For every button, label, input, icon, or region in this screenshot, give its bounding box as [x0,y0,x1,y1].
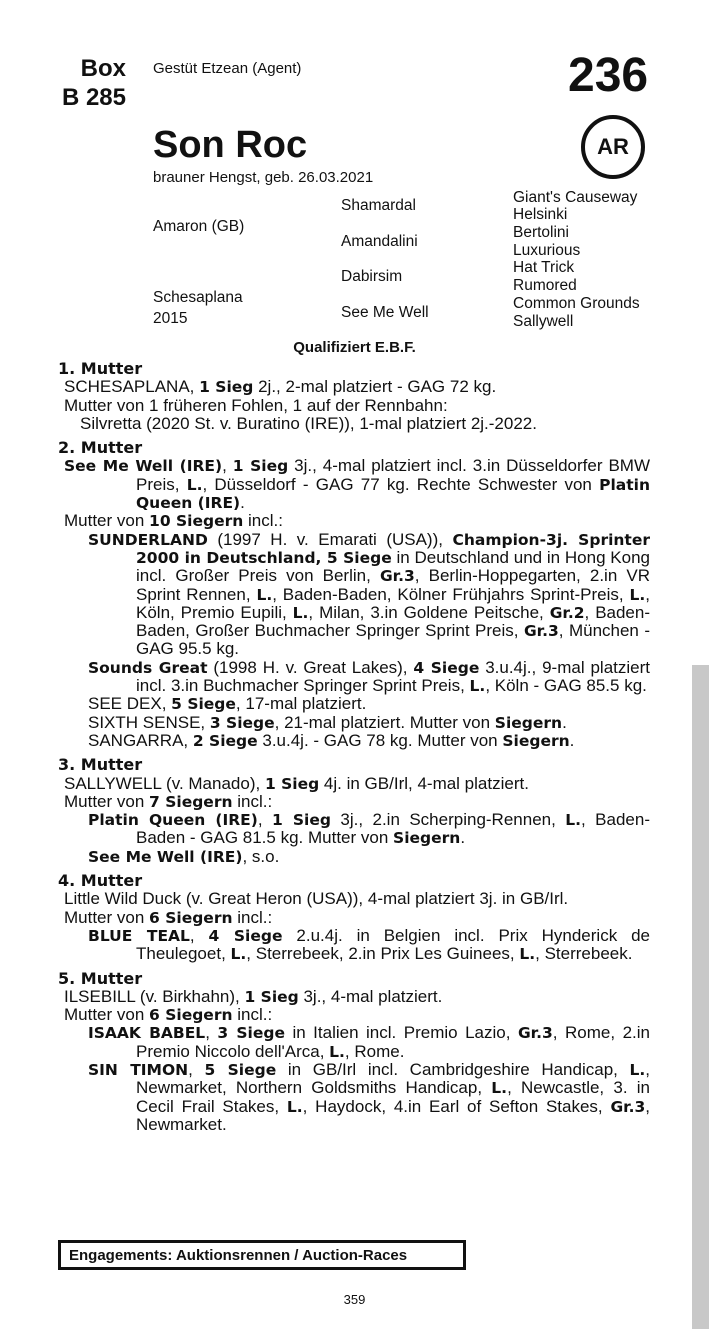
produce-item: See Me Well (IRE), s.o. [88,846,280,866]
pedigree-dam-year: 2015 [153,310,188,327]
produce-summary: Mutter von 7 Siegern incl.: [64,791,273,811]
section-heading: 4. Mutter [58,871,143,891]
produce-item: SIN TIMON, 5 Siege in GB/Irl incl. Cambridgeshire Handicap, L., Newmarket, Northern Goldsmiths Handicap, L., Newcastle, 3. in Cecil Frail Stakes, L., Haydock, 4.in Earl of Sefton Stakes, Gr.3, Newmarket. [88,1059,651,1134]
page-number: 359 [343,1292,366,1307]
produce-item: ISAAK BABEL, 3 Siege in Italien incl. Premio Lazio, Gr.3, Rome, 2.in Premio Niccolo dell'Arca, L., Rome. [88,1023,650,1061]
pedigree-great-grandparent: Sallywell [513,313,574,330]
pedigree-grandparent: See Me Well [341,304,429,321]
dam-record: SALLYWELL (v. Manado), 1 Sieg 4j. in GB/Irl, 4-mal platziert. [64,773,529,793]
dam-line-content [58,360,650,1134]
produce-item: SUNDERLAND (1997 H. v. Emarati (USA)), Champion-3j. Sprinter 2000 in Deutschland, 5 Siege in Deutschland und in Hong Kong incl. Großer Preis von Berlin, Gr.3, Berlin-Hoppegarten, 2.in VR Sprint Rennen, L., Baden-Baden, Kölner Frühjahrs Sprint-Preis, L., Köln, Premio Eupili, L., Milan, 3.in Goldene Peitsche, Gr.2, Baden-Baden, Großer Buchmacher Springer Sprint Preis, Gr.3, München - GAG 95.5 kg. [88,529,651,659]
dam-record: See Me Well (IRE), 1 Sieg 3j., 4-mal platziert incl. 3.in Düsseldorfer BMW Preis, L., Düsseldorf - GAG 77 kg. Rechte Schwester von Platin Queen (IRE). [64,456,650,513]
ar-badge [581,115,645,179]
ar-badge-label: AR [597,134,629,159]
section-heading: 3. Mutter [58,755,143,775]
pedigree-great-grandparent: Bertolini [513,224,569,241]
produce-item: SANGARRA, 2 Siege 3.u.4j. - GAG 78 kg. Mutter von Siegern. [88,730,575,750]
seller-name: Gestüt Etzean (Agent) [153,60,302,77]
produce-summary: Mutter von 6 Siegern incl.: [64,1005,273,1025]
box-number: B 285 [61,84,126,111]
scrollbar[interactable] [692,665,709,1329]
engagements-label: Engagements: Auktionsrennen / Auction-Races [69,1246,408,1264]
pedigree-great-grandparent: Giant's Causeway [513,189,638,206]
section-heading: 2. Mutter [58,438,143,458]
pedigree-great-grandparent: Rumored [513,277,577,294]
produce-item: BLUE TEAL, 4 Siege 2.u.4j. in Belgien incl. Prix Hynderick de Theulegoet, L., Sterrebeek, 2.in Prix Les Guinees, L., Sterrebeek. [88,925,651,964]
pedigree-grandparent: Amandalini [341,233,418,250]
pedigree-great-grandparent: Hat Trick [513,259,575,276]
produce-summary: Mutter von 10 Siegern incl.: [64,511,283,531]
section-heading: 1. Mutter [58,359,143,378]
horse-name: Son Roc [153,124,308,166]
engagements-box [58,1240,466,1270]
produce-item: SEE DEX, 5 Siege, 17-mal platziert. [88,694,367,714]
pedigree-great-grandparent: Helsinki [513,206,568,223]
box-label: Box [80,55,126,82]
section-heading: 5. Mutter [58,968,143,988]
dam-record: SCHESAPLANA, 1 Sieg 2j., 2-mal platziert - GAG 72 kg. [64,377,497,397]
produce-summary: Mutter von 1 früheren Fohlen, 1 auf der Rennbahn: [64,395,448,415]
pedigree-grandparent: Shamardal [341,197,416,214]
pedigree-dam: Schesaplana [153,289,243,306]
pedigree-sire: Amaron (GB) [153,218,245,235]
dam-record: ILSEBILL (v. Birkhahn), 1 Sieg 3j., 4-mal platziert. [64,986,443,1006]
lot-number: 236 [568,49,649,102]
horse-description: brauner Hengst, geb. 26.03.2021 [153,169,374,186]
produce-item: Platin Queen (IRE), 1 Sieg 3j., 2.in Scherping-Rennen, L., Baden-Baden - GAG 81.5 kg. Mutter von Siegern. [88,810,651,848]
pedigree-grandparent: Dabirsim [341,268,403,285]
pedigree-great-grandparent: Luxurious [513,242,581,259]
pedigree-great-grandparent: Common Grounds [513,295,640,312]
produce-item: SIXTH SENSE, 3 Siege, 21-mal platziert. Mutter von Siegern. [88,712,567,732]
dam-record: Little Wild Duck (v. Great Heron (USA)), 4-mal platziert 3j. in GB/Irl. [64,889,569,909]
produce-item: Silvretta (2020 St. v. Buratino (IRE)), 1-mal platziert 2j.-2022. [80,413,537,433]
produce-summary: Mutter von 6 Siegern incl.: [64,907,273,927]
qualification-note: Qualifiziert E.B.F. [293,339,416,356]
produce-item: Sounds Great (1998 H. v. Great Lakes), 4 Siege 3.u.4j., 9-mal platziert incl. 3.in Buchmacher Springer Sprint Preis, L., Köln - GAG 85.5 kg. [88,657,650,696]
